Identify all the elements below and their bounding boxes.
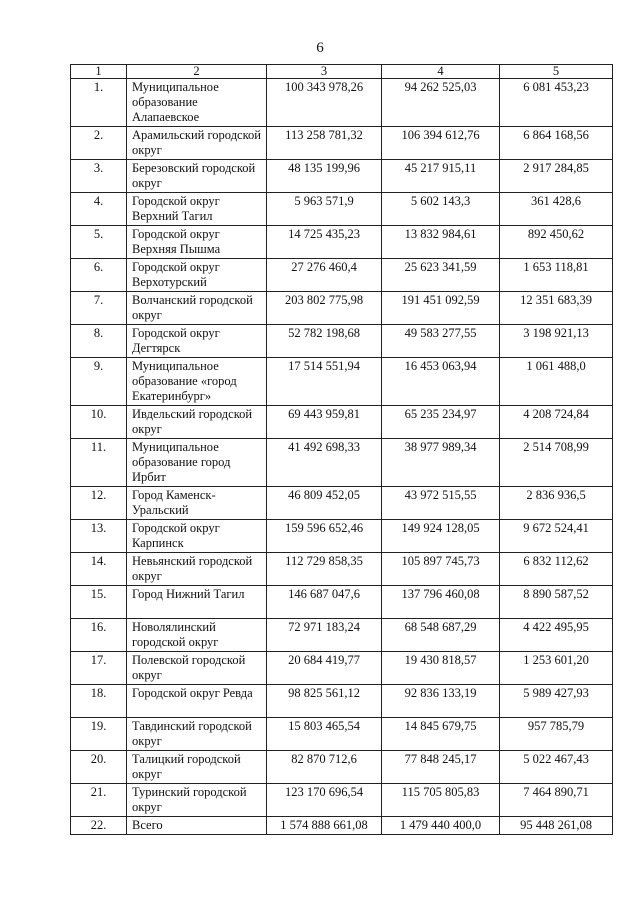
municipality-name-cell: Городской округ Верхотурский (127, 259, 267, 292)
column-4-value-cell: 106 394 612,76 (382, 127, 500, 160)
header-cell: 2 (127, 65, 267, 79)
column-3-value-cell: 113 258 781,32 (267, 127, 382, 160)
municipality-name-cell: Городской округ Верхняя Пышма (127, 226, 267, 259)
column-4-value-cell: 191 451 092,59 (382, 292, 500, 325)
row-number-cell: 8. (71, 325, 127, 358)
column-3-value-cell: 1 574 888 661,08 (267, 817, 382, 835)
row-number-cell: 18. (71, 685, 127, 718)
table-row (71, 685, 613, 718)
table-row (71, 718, 613, 751)
municipality-name-cell: Муниципальное образование город Ирбит (127, 439, 267, 487)
column-3-value-cell: 112 729 858,35 (267, 553, 382, 586)
column-5-value-cell: 3 198 921,13 (500, 325, 613, 358)
row-number-cell: 4. (71, 193, 127, 226)
column-4-value-cell: 94 262 525,03 (382, 79, 500, 127)
column-4-value-cell: 137 796 460,08 (382, 586, 500, 619)
column-4-value-cell: 16 453 063,94 (382, 358, 500, 406)
column-4-value-cell: 38 977 989,34 (382, 439, 500, 487)
column-4-value-cell: 5 602 143,3 (382, 193, 500, 226)
column-5-value-cell: 6 864 168,56 (500, 127, 613, 160)
column-5-value-cell: 361 428,6 (500, 193, 613, 226)
row-number-cell: 17. (71, 652, 127, 685)
table-row (71, 193, 613, 226)
column-3-value-cell: 17 514 551,94 (267, 358, 382, 406)
table-row (71, 652, 613, 685)
column-5-value-cell: 4 208 724,84 (500, 406, 613, 439)
column-5-value-cell: 5 989 427,93 (500, 685, 613, 718)
row-number-cell: 5. (71, 226, 127, 259)
column-5-value-cell: 2 836 936,5 (500, 487, 613, 520)
row-number-cell: 14. (71, 553, 127, 586)
table-row (71, 79, 613, 127)
column-5-value-cell: 5 022 467,43 (500, 751, 613, 784)
municipality-name-cell: Муниципальное образование «город Екатеринбург» (127, 358, 267, 406)
column-5-value-cell: 1 253 601,20 (500, 652, 613, 685)
municipality-name-cell: Город Каменск-Уральский (127, 487, 267, 520)
table-row (71, 520, 613, 553)
municipality-name-cell: Арамильский городской округ (127, 127, 267, 160)
table-row (71, 439, 613, 487)
column-4-value-cell: 25 623 341,59 (382, 259, 500, 292)
table-row (71, 751, 613, 784)
municipality-name-cell: Всего (127, 817, 267, 835)
column-5-value-cell: 8 890 587,52 (500, 586, 613, 619)
table-row (71, 817, 613, 835)
row-number-cell: 19. (71, 718, 127, 751)
row-number-cell: 12. (71, 487, 127, 520)
row-number-cell: 21. (71, 784, 127, 817)
column-3-value-cell: 100 343 978,26 (267, 79, 382, 127)
column-3-value-cell: 14 725 435,23 (267, 226, 382, 259)
municipality-name-cell: Тавдинский городской округ (127, 718, 267, 751)
municipality-name-cell: Городской округ Верхний Тагил (127, 193, 267, 226)
municipality-name-cell: Невьянский городской округ (127, 553, 267, 586)
table-row (71, 586, 613, 619)
row-number-cell: 10. (71, 406, 127, 439)
row-number-cell: 6. (71, 259, 127, 292)
municipality-name-cell: Муниципальное образование Алапаевское (127, 79, 267, 127)
column-3-value-cell: 98 825 561,12 (267, 685, 382, 718)
header-cell: 5 (500, 65, 613, 79)
column-4-value-cell: 92 836 133,19 (382, 685, 500, 718)
municipality-name-cell: Городской округ Ревда (127, 685, 267, 718)
column-4-value-cell: 13 832 984,61 (382, 226, 500, 259)
table-row (71, 406, 613, 439)
column-3-value-cell: 5 963 571,9 (267, 193, 382, 226)
column-5-value-cell: 95 448 261,08 (500, 817, 613, 835)
column-4-value-cell: 49 583 277,55 (382, 325, 500, 358)
column-4-value-cell: 68 548 687,29 (382, 619, 500, 652)
column-5-value-cell: 9 672 524,41 (500, 520, 613, 553)
table-row (71, 553, 613, 586)
column-5-value-cell: 892 450,62 (500, 226, 613, 259)
column-4-value-cell: 14 845 679,75 (382, 718, 500, 751)
row-number-cell: 16. (71, 619, 127, 652)
table-row (71, 487, 613, 520)
row-number-cell: 22. (71, 817, 127, 835)
row-number-cell: 9. (71, 358, 127, 406)
column-3-value-cell: 123 170 696,54 (267, 784, 382, 817)
column-5-value-cell: 2 917 284,85 (500, 160, 613, 193)
row-number-cell: 3. (71, 160, 127, 193)
row-number-cell: 20. (71, 751, 127, 784)
column-3-value-cell: 146 687 047,6 (267, 586, 382, 619)
municipality-name-cell: Полевской городской округ (127, 652, 267, 685)
header-cell: 4 (382, 65, 500, 79)
municipality-name-cell: Туринский городской округ (127, 784, 267, 817)
column-5-value-cell: 6 081 453,23 (500, 79, 613, 127)
row-number-cell: 15. (71, 586, 127, 619)
row-number-cell: 1. (71, 79, 127, 127)
municipality-name-cell: Новолялинский городской округ (127, 619, 267, 652)
column-5-value-cell: 7 464 890,71 (500, 784, 613, 817)
column-3-value-cell: 52 782 198,68 (267, 325, 382, 358)
table-row (71, 160, 613, 193)
municipality-name-cell: Талицкий городской округ (127, 751, 267, 784)
column-5-value-cell: 1 653 118,81 (500, 259, 613, 292)
column-3-value-cell: 159 596 652,46 (267, 520, 382, 553)
municipality-name-cell: Городской округ Карпинск (127, 520, 267, 553)
column-3-value-cell: 72 971 183,24 (267, 619, 382, 652)
row-number-cell: 13. (71, 520, 127, 553)
page-number: 6 (316, 40, 324, 56)
column-5-value-cell: 6 832 112,62 (500, 553, 613, 586)
column-3-value-cell: 27 276 460,4 (267, 259, 382, 292)
column-3-value-cell: 203 802 775,98 (267, 292, 382, 325)
column-3-value-cell: 20 684 419,77 (267, 652, 382, 685)
table-row (71, 325, 613, 358)
row-number-cell: 7. (71, 292, 127, 325)
column-3-value-cell: 46 809 452,05 (267, 487, 382, 520)
column-3-value-cell: 48 135 199,96 (267, 160, 382, 193)
header-cell: 1 (71, 65, 127, 79)
column-4-value-cell: 65 235 234,97 (382, 406, 500, 439)
table-row (71, 784, 613, 817)
column-5-value-cell: 4 422 495,95 (500, 619, 613, 652)
column-5-value-cell: 2 514 708,99 (500, 439, 613, 487)
column-4-value-cell: 43 972 515,55 (382, 487, 500, 520)
allocation-table (70, 64, 613, 835)
municipality-name-cell: Город Нижний Тагил (127, 586, 267, 619)
column-3-value-cell: 69 443 959,81 (267, 406, 382, 439)
municipality-name-cell: Городской округ Дегтярск (127, 325, 267, 358)
column-4-value-cell: 149 924 128,05 (382, 520, 500, 553)
column-4-value-cell: 105 897 745,73 (382, 553, 500, 586)
row-number-cell: 11. (71, 439, 127, 487)
column-5-value-cell: 1 061 488,0 (500, 358, 613, 406)
column-5-value-cell: 957 785,79 (500, 718, 613, 751)
table-row (71, 226, 613, 259)
table-row (71, 259, 613, 292)
column-3-value-cell: 41 492 698,33 (267, 439, 382, 487)
column-4-value-cell: 45 217 915,11 (382, 160, 500, 193)
table-row (71, 127, 613, 160)
column-3-value-cell: 15 803 465,54 (267, 718, 382, 751)
municipality-name-cell: Березовский городской округ (127, 160, 267, 193)
column-4-value-cell: 77 848 245,17 (382, 751, 500, 784)
municipality-name-cell: Ивдельский городской округ (127, 406, 267, 439)
municipality-name-cell: Волчанский городской округ (127, 292, 267, 325)
column-3-value-cell: 82 870 712,6 (267, 751, 382, 784)
header-cell: 3 (267, 65, 382, 79)
table-row (71, 292, 613, 325)
column-5-value-cell: 12 351 683,39 (500, 292, 613, 325)
row-number-cell: 2. (71, 127, 127, 160)
column-4-value-cell: 1 479 440 400,0 (382, 817, 500, 835)
column-4-value-cell: 19 430 818,57 (382, 652, 500, 685)
column-4-value-cell: 115 705 805,83 (382, 784, 500, 817)
table-row (71, 358, 613, 406)
header-row (71, 65, 613, 79)
table-row (71, 619, 613, 652)
